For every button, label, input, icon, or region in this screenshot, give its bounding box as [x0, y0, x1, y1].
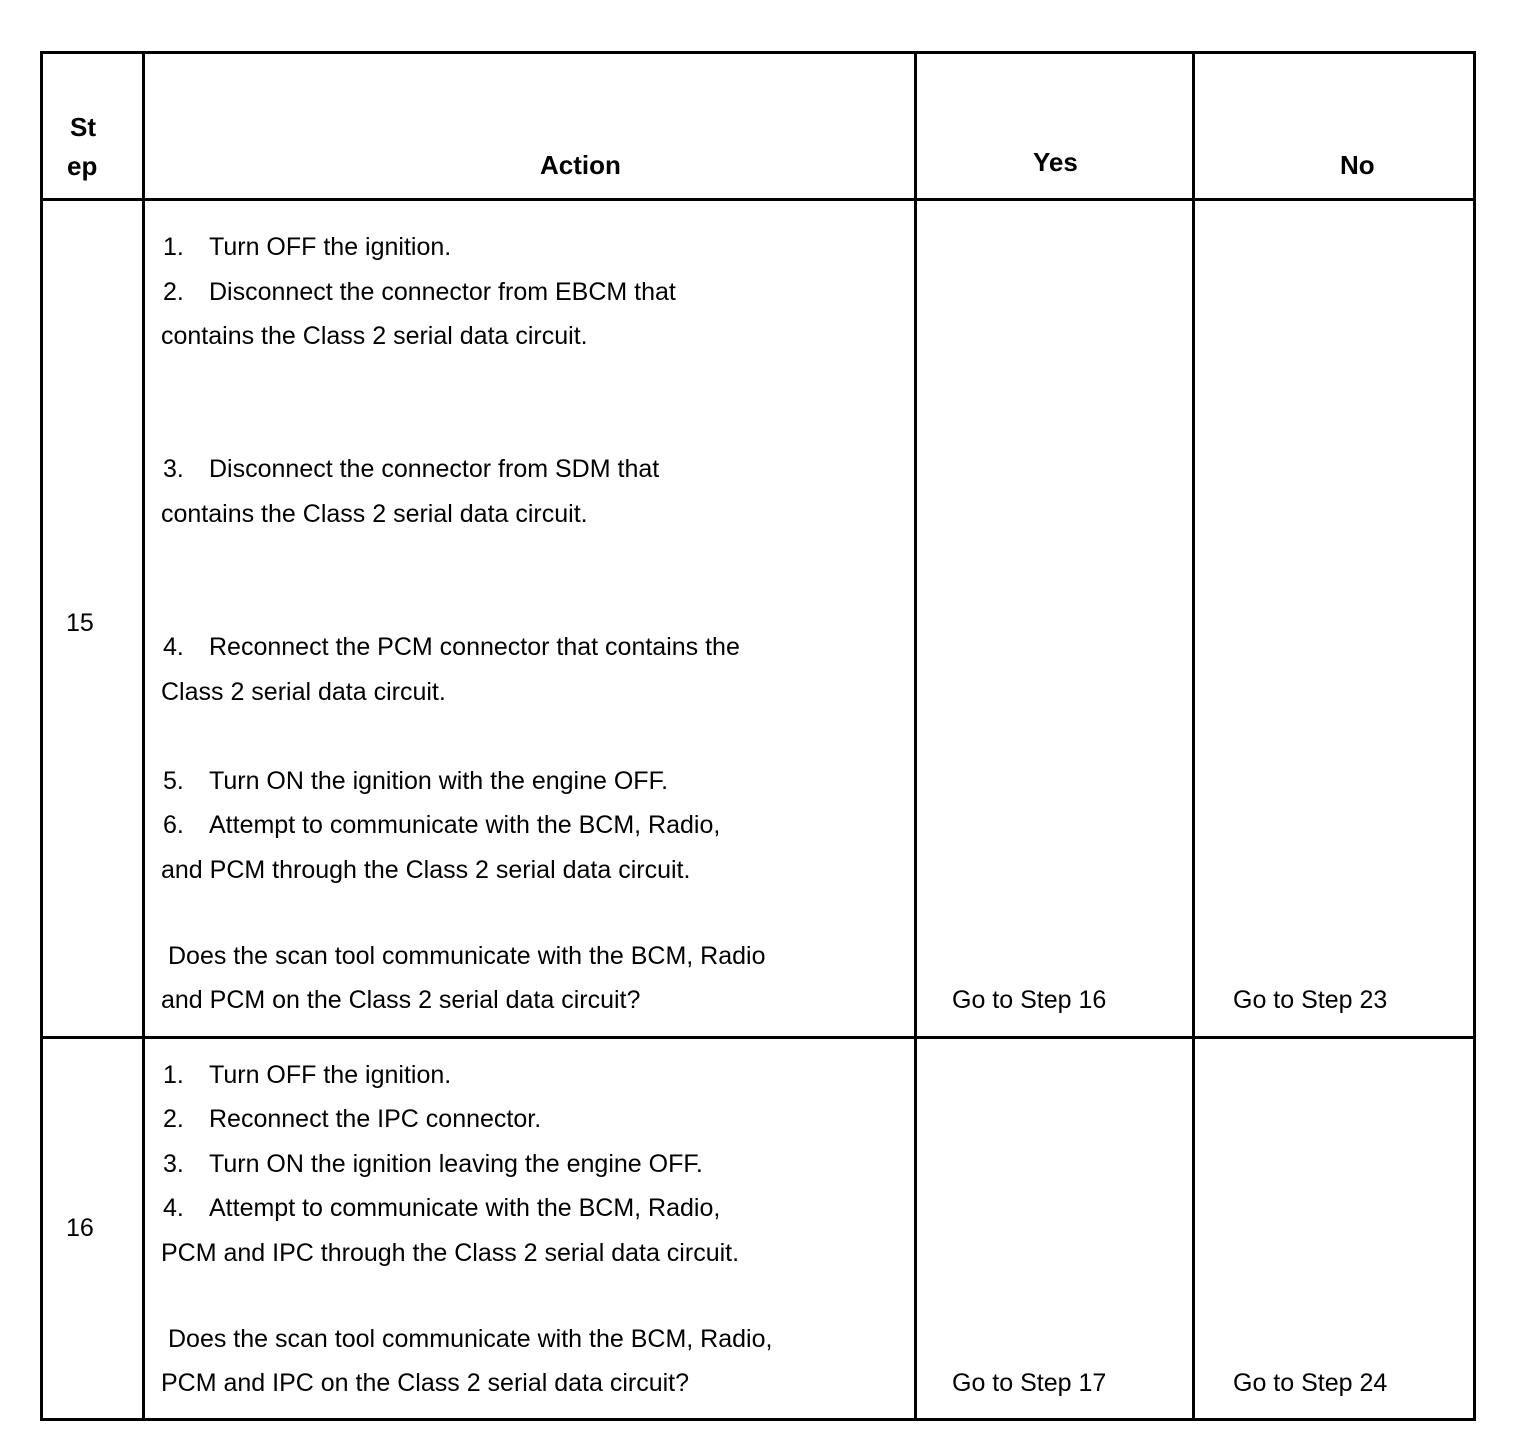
action-line [163, 1193, 720, 1223]
header-step-line1: St [70, 112, 96, 142]
action-continuation: contains the Class 2 serial data circuit. [161, 322, 588, 350]
action-line [163, 632, 740, 662]
action-number: 3. [163, 1150, 184, 1178]
action-line [163, 1060, 451, 1090]
action-text: Disconnect the connector from EBCM that [209, 278, 676, 306]
question-line2: and PCM on the Class 2 serial data circuit? [161, 986, 641, 1014]
action-number: 1. [163, 1061, 184, 1089]
header-no: No [1340, 150, 1375, 180]
yes-outcome: Go to Step 17 [952, 1369, 1107, 1397]
action-number: 6. [163, 811, 184, 839]
action-number: 5. [163, 767, 184, 795]
question-line2: PCM and IPC on the Class 2 serial data circuit? [161, 1369, 690, 1397]
header-divider [40, 198, 1476, 201]
action-line [163, 277, 676, 307]
question-line1: Does the scan tool communicate with the BCM, Radio [168, 942, 766, 970]
column-divider-yes [1192, 51, 1195, 1421]
action-line [163, 1149, 703, 1179]
action-text: Disconnect the connector from SDM that [209, 455, 660, 483]
action-continuation: PCM and IPC through the Class 2 serial data circuit. [161, 1239, 740, 1267]
action-line [163, 1104, 541, 1134]
action-text: Turn ON the ignition leaving the engine OFF. [209, 1150, 703, 1178]
action-text: Turn OFF the ignition. [209, 1061, 452, 1089]
action-line [163, 810, 720, 840]
action-continuation: and PCM through the Class 2 serial data circuit. [161, 856, 691, 884]
action-number: 4. [163, 1194, 184, 1222]
action-number: 3. [163, 455, 184, 483]
action-number: 4. [163, 633, 184, 661]
action-text: Reconnect the IPC connector. [209, 1105, 542, 1133]
action-number: 2. [163, 1105, 184, 1133]
header-yes: Yes [1033, 147, 1078, 177]
action-text: Attempt to communicate with the BCM, Radio, [209, 1194, 721, 1222]
header-action: Action [540, 150, 621, 180]
action-text: Turn OFF the ignition. [209, 233, 452, 261]
step-number: 16 [66, 1214, 94, 1242]
header-step-line2: ep [67, 151, 98, 181]
yes-outcome: Go to Step 16 [952, 986, 1107, 1014]
column-divider-action [914, 51, 917, 1421]
no-outcome: Go to Step 24 [1233, 1369, 1388, 1397]
question-line1: Does the scan tool communicate with the BCM, Radio, [168, 1325, 773, 1353]
action-line [163, 232, 451, 262]
action-text: Turn ON the ignition with the engine OFF. [209, 767, 669, 795]
action-text: Reconnect the PCM connector that contains the [209, 633, 740, 661]
action-text: Attempt to communicate with the BCM, Radio, [209, 811, 721, 839]
action-continuation: contains the Class 2 serial data circuit. [161, 500, 588, 528]
action-number: 2. [163, 278, 184, 306]
action-line [163, 454, 659, 484]
row-divider [40, 1036, 1476, 1039]
step-number: 15 [66, 609, 94, 637]
action-continuation: Class 2 serial data circuit. [161, 678, 446, 706]
no-outcome: Go to Step 23 [1233, 986, 1388, 1014]
action-number: 1. [163, 233, 184, 261]
column-divider-step [142, 51, 145, 1421]
action-line [163, 766, 668, 796]
